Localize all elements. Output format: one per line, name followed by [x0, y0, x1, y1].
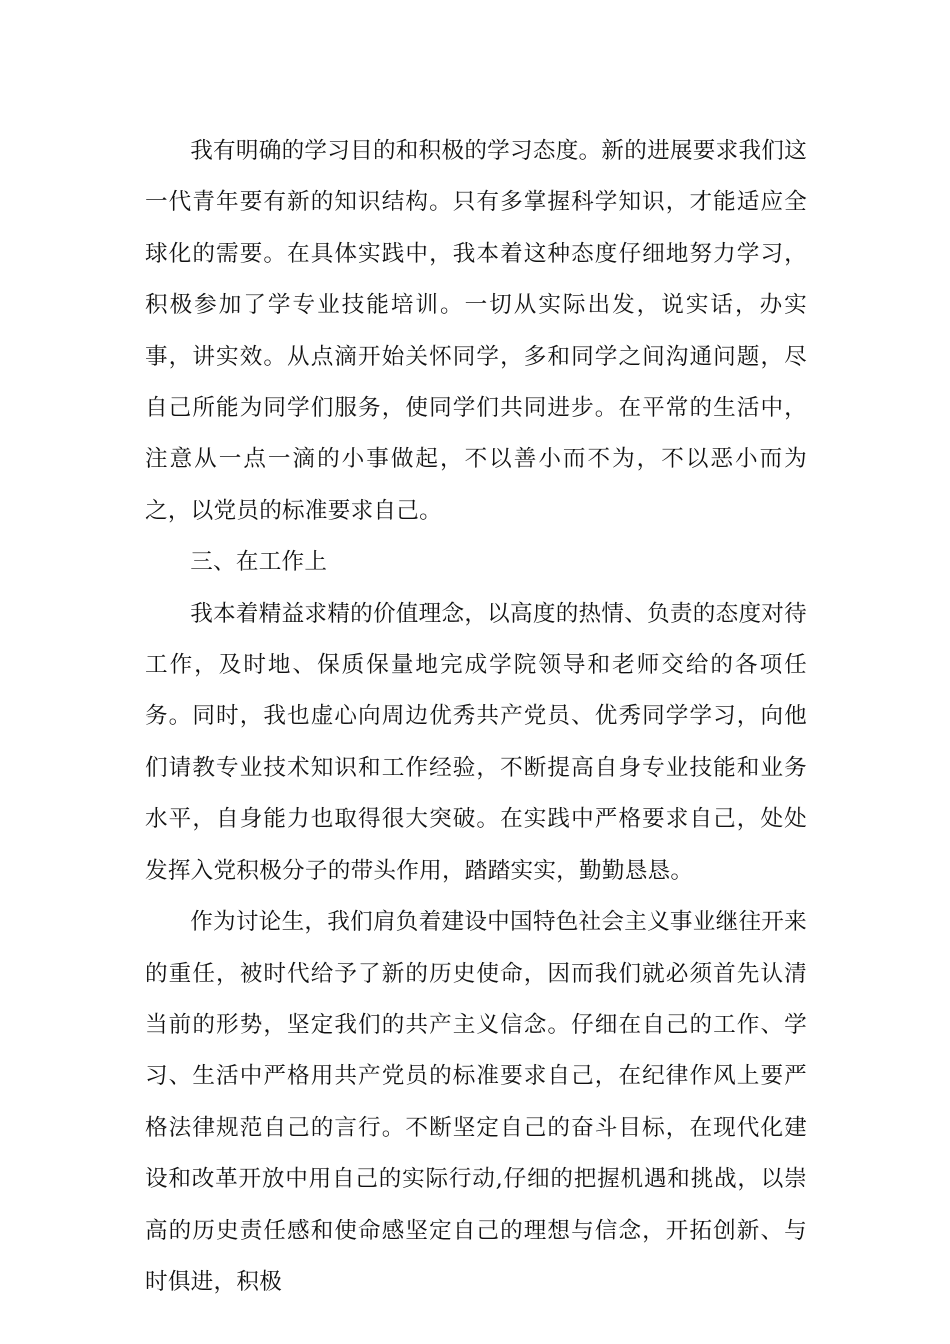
paragraph-work: 我本着精益求精的价值理念，以高度的热情、负责的态度对待工作，及时地、保质保量地完成学院领导和老师交给的各项任务。同时，我也虚心向周边优秀共产党员、优秀同学学习，向他们请教专业技术知识和工作经验，不断提高自身专业技能和业务水平，自身能力也取得很大突破。在实践中严格要求自己，处处发挥入党积极分子的带头作用，踏踏实实，勤勤恳恳。 [145, 600, 807, 884]
document-body [145, 126, 807, 1308]
paragraph-graduate-student: 作为讨论生，我们肩负着建设中国特色社会主义事业继往开来的重任，被时代给予了新的历史使命，因而我们就必须首先认清当前的形势，坚定我们的共产主义信念。仔细在自己的工作、学习、生活中严格用共产党员的标准要求自己，在纪律作风上要严格法律规范自己的言行。不断坚定自己的奋斗目标，在现代化建设和改革开放中用自己的实际行动,仔细的把握机遇和挑战，以崇高的历史责任感和使命感坚定自己的理想与信念，开拓创新、与时俱进，积极 [145, 909, 807, 1295]
section-heading-work: 三、在工作上 [190, 549, 328, 576]
paragraph-study-attitude: 我有明确的学习目的和积极的学习态度。新的进展要求我们这一代青年要有新的知识结构。只有多掌握科学知识，才能适应全球化的需要。在具体实践中，我本着这种态度仔细地努力学习，积极参加了学专业技能培训。一切从实际出发，说实话，办实事，讲实效。从点滴开始关怀同学，多和同学之间沟通问题，尽自己所能为同学们服务，使同学们共同进步。在平常的生活中，注意从一点一滴的小事做起，不以善小而不为，不以恶小而为之，以党员的标准要求自己。 [145, 138, 807, 524]
